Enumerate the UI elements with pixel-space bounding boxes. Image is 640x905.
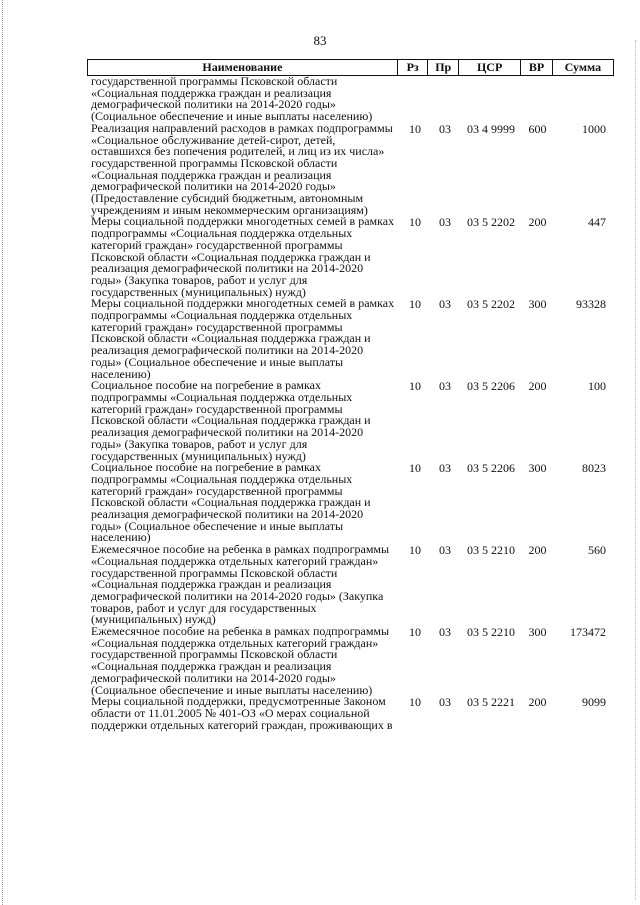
cell-sum: 9099: [582, 695, 606, 710]
cell-pr: 03: [439, 625, 451, 640]
cell-pr: 03: [439, 297, 451, 312]
cell-vr: 600: [528, 121, 547, 136]
table-row: [87, 76, 614, 123]
header-csr: ЦСР: [459, 60, 521, 75]
cell-rz: 10: [409, 461, 421, 476]
cell-rz: 10: [409, 543, 421, 558]
cell-sum: 93328: [576, 297, 606, 312]
cell-rz: 10: [409, 215, 421, 230]
cell-csr: 03 4 9999: [467, 121, 515, 136]
cell-name: Реализация направлений расходов в рамках подпрограммы «Социальное обслуживание детей-сирот, детей, оставшихся без попечения родителей, и лиц из их числа» государственной программы Псковской области «Социальная поддержка граждан и реализация демографической политики на 2014-2020 годы» (Предоставление субсидий бюджетным, автономным учреждениям и иным некоммерческим организациям): [91, 120, 393, 217]
scan-edge-left: [2, 0, 4, 905]
table-row: [87, 544, 614, 626]
table-row: [87, 626, 614, 696]
cell-name: Меры социальной поддержки многодетных семей в рамках подпрограммы «Социальная поддержка отдельных категорий граждан» государственной программы Псковской области «Социальная поддержка граждан и реализация демографической политики на 2014-2020 годы» (Социальное обеспечение и иные выплаты населению): [91, 296, 395, 381]
cell-rz: 10: [409, 121, 421, 136]
cell-name: Ежемесячное пособие на ребенка в рамках подпрограммы «Социальная поддержка отдельных категорий граждан» государственной программы Псковской области «Социальная поддержка граждан и реализация демографической политики на 2014-2020 годы» (Социальное обеспечение и иные выплаты населению): [91, 624, 390, 697]
cell-name: Меры социальной поддержки, предусмотренные Законом области от 11.01.2005 № 401-ОЗ «О мерах социальной поддержки отдельных категорий граждан, проживающих в: [91, 694, 393, 732]
header-name: Наименование: [88, 60, 398, 75]
cell-vr: 200: [528, 215, 547, 230]
cell-rz: 10: [409, 297, 421, 312]
cell-csr: 03 5 2202: [467, 297, 515, 312]
table-row: [87, 298, 614, 380]
cell-sum: 173472: [570, 625, 606, 640]
table-row: [87, 216, 614, 298]
scan-edge-right: [635, 40, 637, 900]
cell-csr: 03 5 2221: [467, 695, 515, 710]
cell-sum: 560: [588, 543, 606, 558]
cell-vr: 200: [528, 543, 547, 558]
cell-sum: 8023: [582, 461, 606, 476]
page-number: 83: [313, 33, 327, 48]
cell-csr: 03 5 2206: [467, 461, 515, 476]
cell-vr: [522, 76, 553, 123]
cell-name: Ежемесячное пособие на ребенка в рамках подпрограммы «Социальная поддержка отдельных категорий граждан» государственной программы Псковской области «Социальная поддержка граждан и реализация демографической политики на 2014-2020 годы» (Закупка товаров, работ и услуг для государственных (муниципальных) нужд): [91, 542, 390, 627]
cell-pr: 03: [439, 215, 451, 230]
cell-vr: 300: [528, 297, 547, 312]
cell-pr: [430, 76, 460, 123]
cell-csr: 03 5 2210: [467, 625, 515, 640]
cell-vr: 200: [528, 379, 547, 394]
cell-pr: 03: [439, 379, 451, 394]
header-vr: ВР: [521, 60, 553, 75]
cell-csr: 03 5 2206: [467, 379, 515, 394]
cell-rz: 10: [409, 625, 421, 640]
table-row: [87, 696, 614, 731]
cell-pr: 03: [439, 121, 451, 136]
cell-rz: 10: [409, 695, 421, 710]
cell-csr: 03 5 2210: [467, 543, 515, 558]
cell-name: Социальное пособие на погребение в рамках подпрограммы «Социальная поддержка отдельных категорий граждан» государственной программы Псковской области «Социальная поддержка граждан и реализация демографической политики на 2014-2020 годы» (Социальное обеспечение и иные выплаты населению): [91, 460, 371, 545]
cell-name: Меры социальной поддержки многодетных семей в рамках подпрограммы «Социальная поддержка отдельных категорий граждан» государственной программы Псковской области «Социальная поддержка граждан и реализация демографической политики на 2014-2020 годы» (Закупка товаров, работ и услуг для государственных (муниципальных) нужд): [91, 214, 395, 299]
cell-name: Социальное пособие на погребение в рамках подпрограммы «Социальная поддержка отдельных категорий граждан» государственной программы Псковской области «Социальная поддержка граждан и реализация демографической политики на 2014-2020 годы» (Закупка товаров, работ и услуг для государственных (муниципальных) нужд): [91, 378, 371, 463]
cell-csr: 03 5 2202: [467, 215, 515, 230]
header-rz: Рз: [398, 60, 429, 75]
cell-sum: 447: [588, 215, 606, 230]
cell-vr: 300: [528, 461, 547, 476]
cell-rz: 10: [409, 379, 421, 394]
cell-pr: 03: [439, 695, 451, 710]
cell-sum: 1000: [582, 121, 606, 136]
header-sum: Сумма: [564, 60, 602, 74]
budget-table: [87, 59, 614, 731]
table-row: [87, 462, 614, 544]
cell-csr: [460, 76, 522, 123]
table-row: [87, 120, 614, 217]
table-row: [87, 380, 614, 462]
header-pr: Пр: [428, 60, 459, 75]
cell-pr: 03: [439, 543, 451, 558]
cell-pr: 03: [439, 461, 451, 476]
cell-rz: [400, 76, 430, 123]
table-body: [87, 76, 614, 731]
cell-sum: [553, 76, 614, 123]
cell-vr: 300: [528, 625, 547, 640]
cell-vr: 200: [528, 695, 547, 710]
cell-name: государственной программы Псковской области «Социальная поддержка граждан и реализация демографической политики на 2014-2020 годы» (Социальное обеспечение и иные выплаты населению): [91, 74, 373, 124]
cell-sum: 100: [588, 379, 606, 394]
